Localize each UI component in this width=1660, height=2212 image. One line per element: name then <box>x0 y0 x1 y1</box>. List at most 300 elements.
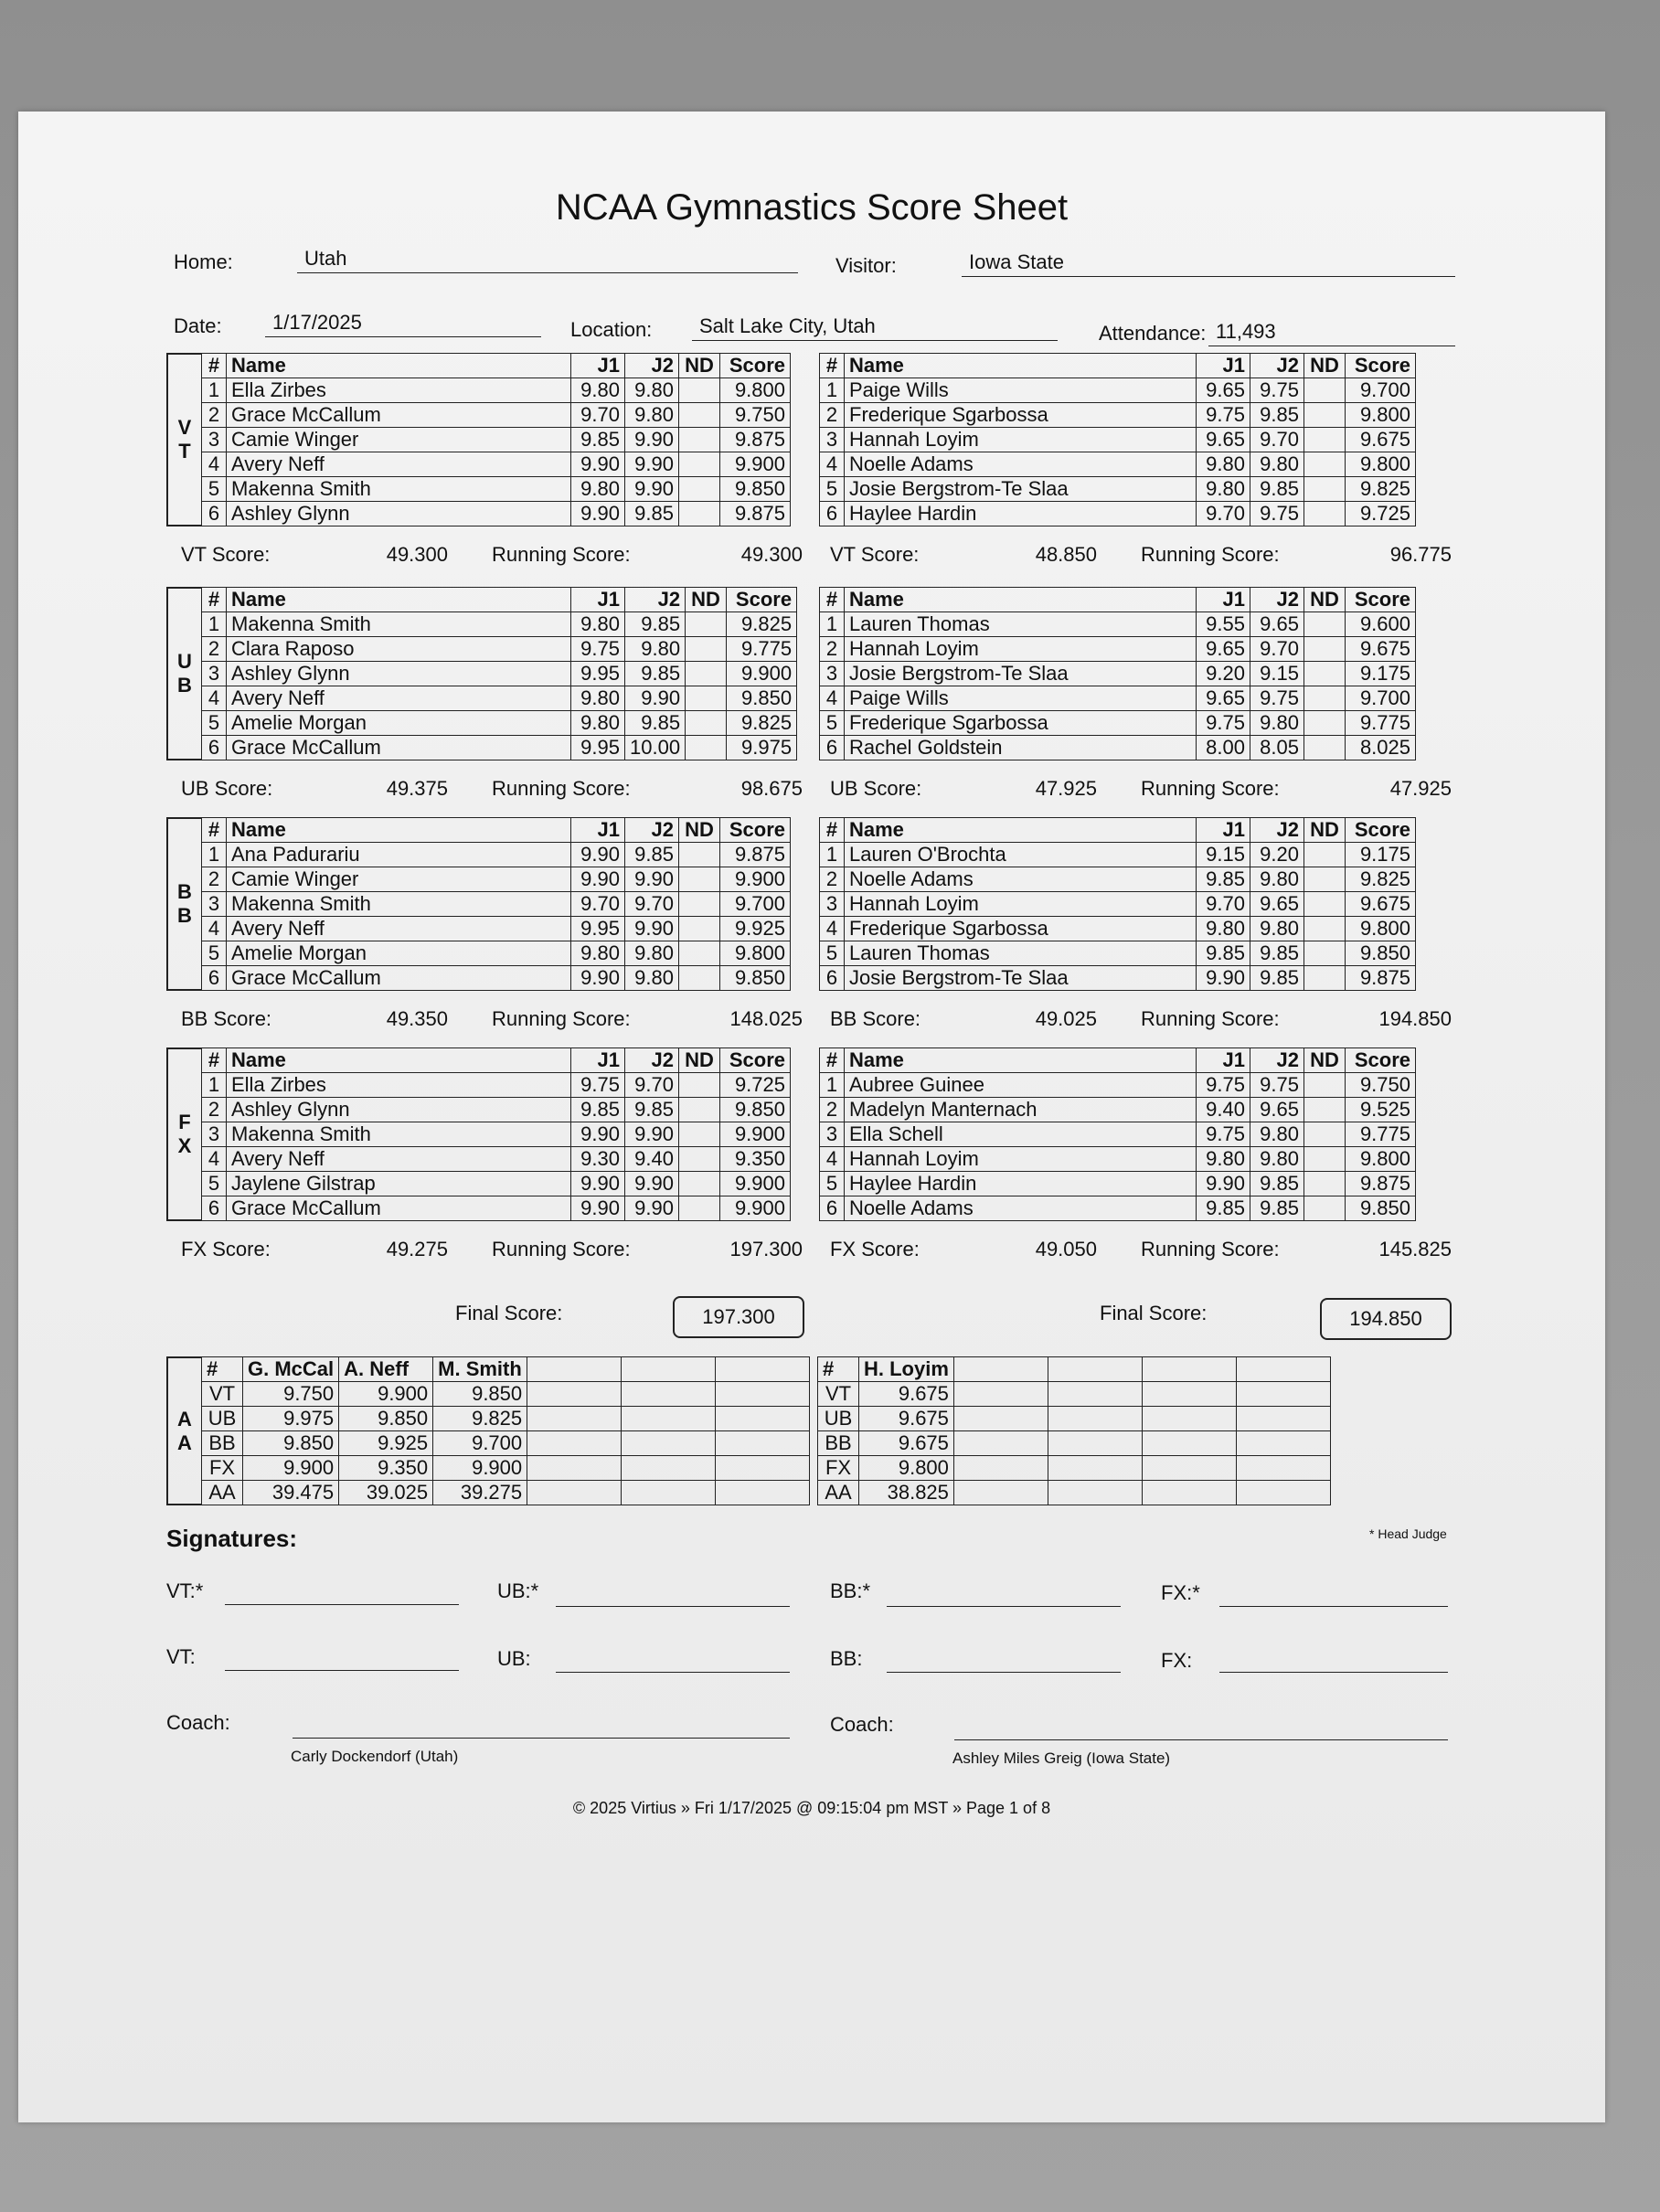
header-j2: J2 <box>1250 818 1304 843</box>
athlete-order: 5 <box>820 1172 845 1196</box>
athlete-name: Josie Bergstrom-Te Slaa <box>845 966 1197 991</box>
athlete-order: 3 <box>820 1122 845 1147</box>
athlete-score: 9.775 <box>1346 711 1416 736</box>
neutral-deduction <box>686 662 727 686</box>
bb-home-running-label: Running Score: <box>492 1007 631 1030</box>
athlete-name: Ella Schell <box>845 1122 1197 1147</box>
aa-empty-cell <box>953 1481 1048 1505</box>
vt-visitor-running-score: 96.775 <box>1389 543 1452 566</box>
athlete-name: Haylee Hardin <box>845 1172 1197 1196</box>
table-row <box>818 1456 1331 1481</box>
aa-score: 9.850 <box>433 1382 527 1407</box>
judge1-score: 9.65 <box>1197 428 1250 452</box>
judge2-score: 9.90 <box>625 686 686 711</box>
sig-vt-line[interactable] <box>225 1669 459 1671</box>
home-coach-line[interactable] <box>293 1737 790 1739</box>
aa-score: 9.700 <box>433 1431 527 1456</box>
judge2-score: 9.85 <box>1250 941 1304 966</box>
judge1-score: 9.90 <box>571 452 625 477</box>
judge2-score: 9.80 <box>1250 452 1304 477</box>
athlete-score: 9.175 <box>1346 662 1416 686</box>
athlete-score: 9.825 <box>727 711 797 736</box>
sig-vt-head-line[interactable] <box>225 1603 459 1605</box>
aa-empty-cell <box>527 1407 622 1431</box>
table-row <box>202 1147 791 1172</box>
neutral-deduction <box>1304 736 1346 760</box>
header-name: Name <box>845 354 1197 378</box>
header-j1: J1 <box>571 818 625 843</box>
athlete-order: 6 <box>202 1196 227 1221</box>
athlete-order: 4 <box>820 917 845 941</box>
table-header-row <box>202 1048 791 1073</box>
table-header-row <box>202 588 797 612</box>
vt-visitor-event-score: 48.850 <box>1035 543 1097 566</box>
judge1-score: 9.80 <box>571 711 625 736</box>
judge2-score: 9.85 <box>1250 477 1304 502</box>
judge1-score: 9.80 <box>1197 477 1250 502</box>
aa-score: 9.750 <box>243 1382 339 1407</box>
neutral-deduction <box>1304 662 1346 686</box>
table-row <box>202 378 791 403</box>
judge2-score: 9.80 <box>625 378 679 403</box>
sig-bb-label: BB: <box>830 1647 863 1670</box>
fx-visitor-score-label: FX Score: <box>830 1238 920 1260</box>
athlete-name: Aubree Guinee <box>845 1073 1197 1098</box>
judge2-score: 9.90 <box>625 867 679 892</box>
athlete-name: Amelie Morgan <box>227 941 571 966</box>
header-j2: J2 <box>625 354 679 378</box>
athlete-name: Camie Winger <box>227 428 571 452</box>
neutral-deduction <box>1304 843 1346 867</box>
attendance-label: Attendance: <box>1099 322 1207 345</box>
athlete-order: 3 <box>202 1122 227 1147</box>
home-final-label: Final Score: <box>455 1302 563 1324</box>
judge2-score: 9.90 <box>625 428 679 452</box>
judge2-score: 9.70 <box>625 1073 679 1098</box>
table-row <box>820 711 1416 736</box>
athlete-order: 5 <box>820 941 845 966</box>
athlete-order: 2 <box>202 637 227 662</box>
athlete-name: Paige Wills <box>845 686 1197 711</box>
bb-home-block <box>166 817 791 991</box>
table-row <box>202 843 791 867</box>
judge2-score: 9.90 <box>625 477 679 502</box>
table-row <box>820 917 1416 941</box>
neutral-deduction <box>679 941 720 966</box>
judge1-score: 9.20 <box>1197 662 1250 686</box>
attendance-value: 11,493 <box>1208 318 1455 346</box>
judge2-score: 8.05 <box>1250 736 1304 760</box>
athlete-score: 9.350 <box>720 1147 791 1172</box>
neutral-deduction <box>679 1098 720 1122</box>
aa-empty-cell <box>1236 1456 1330 1481</box>
judge1-score: 9.80 <box>571 477 625 502</box>
aa-empty-cell <box>716 1456 810 1481</box>
header-j2: J2 <box>1250 354 1304 378</box>
header-name: Name <box>227 818 571 843</box>
vt-visitor-score-label: VT Score: <box>830 543 920 566</box>
judge1-score: 9.80 <box>571 612 625 637</box>
vt-event-side-label <box>166 353 201 526</box>
header-name: Name <box>845 818 1197 843</box>
aa-empty-cell <box>1142 1456 1236 1481</box>
table-row <box>202 686 797 711</box>
aa-athlete-name: M. Smith <box>433 1357 527 1382</box>
vt-visitor-running-label: Running Score: <box>1141 543 1280 566</box>
aa-empty-cell <box>1048 1456 1142 1481</box>
athlete-order: 6 <box>202 736 227 760</box>
header-nd: ND <box>1304 818 1346 843</box>
athlete-order: 6 <box>820 1196 845 1221</box>
event-letter: B <box>177 880 192 903</box>
sig-bb-head-label: BB:* <box>830 1579 871 1602</box>
neutral-deduction <box>679 1172 720 1196</box>
judge1-score: 9.80 <box>571 941 625 966</box>
athlete-score: 9.800 <box>720 941 791 966</box>
athlete-score: 9.850 <box>1346 941 1416 966</box>
aa-empty-cell <box>1142 1431 1236 1456</box>
ub-visitor-table <box>819 587 1416 760</box>
judge1-score: 9.80 <box>1197 1147 1250 1172</box>
header-j2: J2 <box>1250 588 1304 612</box>
athlete-score: 9.750 <box>1346 1073 1416 1098</box>
athlete-name: Ashley Glynn <box>227 502 571 526</box>
fx-home-block <box>166 1048 791 1221</box>
athlete-score: 9.675 <box>1346 428 1416 452</box>
visitor-label: Visitor: <box>835 254 897 277</box>
athlete-order: 4 <box>202 452 227 477</box>
table-header-row <box>202 1357 810 1382</box>
sig-ub-head-label: UB:* <box>497 1579 539 1602</box>
table-row <box>202 867 791 892</box>
header-num: # <box>202 818 227 843</box>
ub-event-side-label <box>166 587 201 760</box>
athlete-order: 3 <box>820 892 845 917</box>
table-row <box>202 428 791 452</box>
aa-score: 39.275 <box>433 1481 527 1505</box>
sig-bb-line[interactable] <box>887 1671 1121 1673</box>
table-row <box>202 711 797 736</box>
athlete-order: 3 <box>202 662 227 686</box>
athlete-score: 9.825 <box>727 612 797 637</box>
date-value: 1/17/2025 <box>265 309 541 337</box>
judge1-score: 9.80 <box>1197 452 1250 477</box>
header-score: Score <box>1346 588 1416 612</box>
judge1-score: 9.90 <box>1197 1172 1250 1196</box>
athlete-name: Ella Zirbes <box>227 1073 571 1098</box>
table-row <box>202 477 791 502</box>
judge2-score: 9.85 <box>625 843 679 867</box>
athlete-name: Grace McCallum <box>227 403 571 428</box>
judge1-score: 9.90 <box>571 966 625 991</box>
judge2-score: 9.85 <box>1250 1172 1304 1196</box>
athlete-name: Clara Raposo <box>227 637 571 662</box>
aa-empty-cell <box>953 1431 1048 1456</box>
aa-empty-cell <box>1048 1481 1142 1505</box>
header-j1: J1 <box>571 354 625 378</box>
neutral-deduction <box>1304 917 1346 941</box>
header-nd: ND <box>679 354 720 378</box>
neutral-deduction <box>679 966 720 991</box>
neutral-deduction <box>686 736 727 760</box>
vt-home-event-score: 49.300 <box>386 543 448 566</box>
athlete-order: 4 <box>202 917 227 941</box>
athlete-score: 9.850 <box>1346 1196 1416 1221</box>
judge1-score: 9.75 <box>571 637 625 662</box>
athlete-name: Avery Neff <box>227 686 571 711</box>
fx-visitor-running-label: Running Score: <box>1141 1238 1280 1260</box>
fx-visitor-block <box>819 1048 1416 1221</box>
judge2-score: 9.80 <box>1250 1147 1304 1172</box>
athlete-score: 9.900 <box>720 452 791 477</box>
aa-score: 9.900 <box>433 1456 527 1481</box>
header-j1: J1 <box>1197 588 1250 612</box>
table-row <box>202 502 791 526</box>
aa-score: 9.975 <box>243 1407 339 1431</box>
vt-home-block <box>166 353 791 526</box>
judge2-score: 9.15 <box>1250 662 1304 686</box>
athlete-score: 9.700 <box>1346 378 1416 403</box>
header-num: # <box>202 1048 227 1073</box>
visitor-coach-line[interactable] <box>954 1739 1448 1740</box>
table-row <box>202 892 791 917</box>
judge2-score: 9.70 <box>1250 428 1304 452</box>
athlete-name: Ana Padurariu <box>227 843 571 867</box>
judge1-score: 9.95 <box>571 917 625 941</box>
athlete-name: Josie Bergstrom-Te Slaa <box>845 662 1197 686</box>
athlete-score: 9.850 <box>727 686 797 711</box>
sig-ub-label: UB: <box>497 1647 531 1670</box>
neutral-deduction <box>686 686 727 711</box>
judge1-score: 8.00 <box>1197 736 1250 760</box>
fx-event-side-label <box>166 1048 201 1221</box>
table-row <box>202 662 797 686</box>
aa-score: 39.475 <box>243 1481 339 1505</box>
header-num: # <box>818 1357 859 1382</box>
athlete-score: 9.800 <box>1346 1147 1416 1172</box>
athlete-score: 9.900 <box>720 1122 791 1147</box>
sig-bb-head-line[interactable] <box>887 1605 1121 1607</box>
table-row <box>820 1122 1416 1147</box>
vt-home-table <box>201 353 791 526</box>
aa-empty-cell <box>1236 1407 1330 1431</box>
aa-home-table <box>201 1356 810 1505</box>
athlete-order: 5 <box>202 711 227 736</box>
judge1-score: 9.70 <box>571 403 625 428</box>
aa-athlete-name: G. McCal <box>243 1357 339 1382</box>
athlete-score: 9.825 <box>1346 477 1416 502</box>
table-row <box>202 1122 791 1147</box>
athlete-order: 4 <box>202 1147 227 1172</box>
aa-visitor-block <box>817 1356 1331 1505</box>
signatures-title: Signatures: <box>166 1525 298 1552</box>
athlete-score: 9.700 <box>1346 686 1416 711</box>
athlete-score: 9.600 <box>1346 612 1416 637</box>
aa-empty-cell <box>1236 1357 1330 1382</box>
fx-visitor-event-score: 49.050 <box>1035 1238 1097 1260</box>
table-row <box>202 1431 810 1456</box>
neutral-deduction <box>679 892 720 917</box>
judge2-score: 9.90 <box>625 1172 679 1196</box>
sig-fx-label: FX: <box>1161 1649 1193 1672</box>
home-label: Home: <box>174 250 233 273</box>
judge1-score: 9.65 <box>1197 686 1250 711</box>
neutral-deduction <box>1304 1073 1346 1098</box>
aa-empty-cell <box>1142 1357 1236 1382</box>
neutral-deduction <box>679 1147 720 1172</box>
home-final-score: 197.300 <box>673 1296 804 1338</box>
sig-vt-head-label: VT:* <box>166 1579 204 1602</box>
judge2-score: 9.85 <box>625 612 686 637</box>
neutral-deduction <box>679 477 720 502</box>
aa-score: 9.850 <box>339 1407 433 1431</box>
bb-visitor-running-label: Running Score: <box>1141 1007 1280 1030</box>
judge2-score: 9.90 <box>625 1196 679 1221</box>
athlete-name: Lauren O'Brochta <box>845 843 1197 867</box>
judge1-score: 9.80 <box>571 378 625 403</box>
aa-visitor-table <box>817 1356 1331 1505</box>
vt-visitor-block <box>819 353 1416 526</box>
athlete-order: 6 <box>820 502 845 526</box>
athlete-order: 6 <box>202 502 227 526</box>
header-j2: J2 <box>625 818 679 843</box>
athlete-order: 6 <box>202 966 227 991</box>
sig-fx-head-line[interactable] <box>1219 1605 1448 1607</box>
judge1-score: 9.85 <box>571 1098 625 1122</box>
table-row <box>820 452 1416 477</box>
sig-fx-line[interactable] <box>1219 1671 1448 1673</box>
athlete-name: Ashley Glynn <box>227 1098 571 1122</box>
header-j2: J2 <box>625 588 686 612</box>
ub-visitor-running-score: 47.925 <box>1389 777 1452 800</box>
judge1-score: 9.85 <box>1197 941 1250 966</box>
athlete-score: 9.675 <box>1346 637 1416 662</box>
header-nd: ND <box>1304 588 1346 612</box>
aa-empty-cell <box>1048 1382 1142 1407</box>
head-judge-note: * Head Judge <box>1369 1526 1447 1541</box>
table-row <box>202 452 791 477</box>
sig-ub-head-line[interactable] <box>556 1605 790 1607</box>
header-score: Score <box>720 818 791 843</box>
athlete-name: Grace McCallum <box>227 966 571 991</box>
sig-ub-line[interactable] <box>556 1671 790 1673</box>
aa-score: 9.675 <box>859 1407 954 1431</box>
location-label: Location: <box>570 318 653 341</box>
aa-empty-cell <box>1142 1481 1236 1505</box>
athlete-name: Josie Bergstrom-Te Slaa <box>845 477 1197 502</box>
table-row <box>820 637 1416 662</box>
aa-score: 9.675 <box>859 1382 954 1407</box>
judge2-score: 9.90 <box>625 917 679 941</box>
aa-event-code: UB <box>818 1407 859 1431</box>
table-row <box>202 736 797 760</box>
aa-empty-cell <box>716 1407 810 1431</box>
bb-event-side-label <box>166 817 201 991</box>
table-header-row <box>820 354 1416 378</box>
bb-visitor-score-label: BB Score: <box>830 1007 921 1030</box>
home-coach-name: Carly Dockendorf (Utah) <box>291 1748 459 1765</box>
athlete-order: 1 <box>820 612 845 637</box>
header-j2: J2 <box>625 1048 679 1073</box>
header-name: Name <box>227 1048 571 1073</box>
ub-visitor-running-label: Running Score: <box>1141 777 1280 800</box>
judge1-score: 9.75 <box>571 1073 625 1098</box>
aa-score: 9.675 <box>859 1431 954 1456</box>
athlete-order: 4 <box>820 1147 845 1172</box>
visitor-coach-name: Ashley Miles Greig (Iowa State) <box>952 1749 1171 1767</box>
ub-home-block <box>166 587 797 760</box>
aa-score: 9.925 <box>339 1431 433 1456</box>
header-nd: ND <box>1304 354 1346 378</box>
bb-home-score-label: BB Score: <box>181 1007 272 1030</box>
aa-score: 39.025 <box>339 1481 433 1505</box>
ub-home-event-score: 49.375 <box>386 777 448 800</box>
judge2-score: 9.80 <box>1250 867 1304 892</box>
athlete-order: 2 <box>820 403 845 428</box>
athlete-score: 9.800 <box>1346 917 1416 941</box>
neutral-deduction <box>679 403 720 428</box>
aa-athlete-name: H. Loyim <box>859 1357 954 1382</box>
aa-event-code: AA <box>818 1481 859 1505</box>
bb-visitor-table <box>819 817 1416 991</box>
judge1-score: 9.90 <box>571 502 625 526</box>
header-num: # <box>820 1048 845 1073</box>
table-row <box>202 1456 810 1481</box>
ub-visitor-score-label: UB Score: <box>830 777 922 800</box>
aa-empty-cell <box>1236 1481 1330 1505</box>
athlete-order: 1 <box>202 1073 227 1098</box>
footer: © 2025 Virtius » Fri 1/17/2025 @ 09:15:04 pm MST » Page 1 of 8 <box>572 1799 1051 1817</box>
judge1-score: 9.80 <box>1197 917 1250 941</box>
table-row <box>202 1382 810 1407</box>
aa-empty-cell <box>716 1431 810 1456</box>
table-row <box>202 917 791 941</box>
event-letter: U <box>177 650 192 673</box>
ub-visitor-event-score: 47.925 <box>1035 777 1097 800</box>
athlete-name: Jaylene Gilstrap <box>227 1172 571 1196</box>
athlete-name: Hannah Loyim <box>845 637 1197 662</box>
header-score: Score <box>1346 354 1416 378</box>
aa-empty-cell <box>622 1382 716 1407</box>
athlete-score: 9.875 <box>1346 1172 1416 1196</box>
judge1-score: 9.85 <box>1197 1196 1250 1221</box>
athlete-order: 1 <box>820 1073 845 1098</box>
judge2-score: 9.90 <box>625 452 679 477</box>
athlete-order: 4 <box>820 686 845 711</box>
judge1-score: 9.70 <box>1197 892 1250 917</box>
aa-empty-cell <box>622 1357 716 1382</box>
neutral-deduction <box>1304 637 1346 662</box>
event-letter: A <box>177 1407 192 1430</box>
fx-home-table <box>201 1048 791 1221</box>
header-nd: ND <box>679 818 720 843</box>
athlete-name: Noelle Adams <box>845 867 1197 892</box>
athlete-name: Makenna Smith <box>227 477 571 502</box>
judge1-score: 9.75 <box>1197 711 1250 736</box>
table-row <box>820 686 1416 711</box>
fx-visitor-table <box>819 1048 1416 1221</box>
athlete-score: 9.900 <box>720 1196 791 1221</box>
athlete-score: 9.800 <box>720 378 791 403</box>
visitor-team: Iowa State <box>962 249 1455 277</box>
vt-home-running-label: Running Score: <box>492 543 631 566</box>
table-row <box>820 843 1416 867</box>
judge2-score: 9.20 <box>1250 843 1304 867</box>
aa-empty-cell <box>953 1357 1048 1382</box>
table-row <box>820 1073 1416 1098</box>
athlete-order: 1 <box>820 843 845 867</box>
table-header-row <box>820 1048 1416 1073</box>
